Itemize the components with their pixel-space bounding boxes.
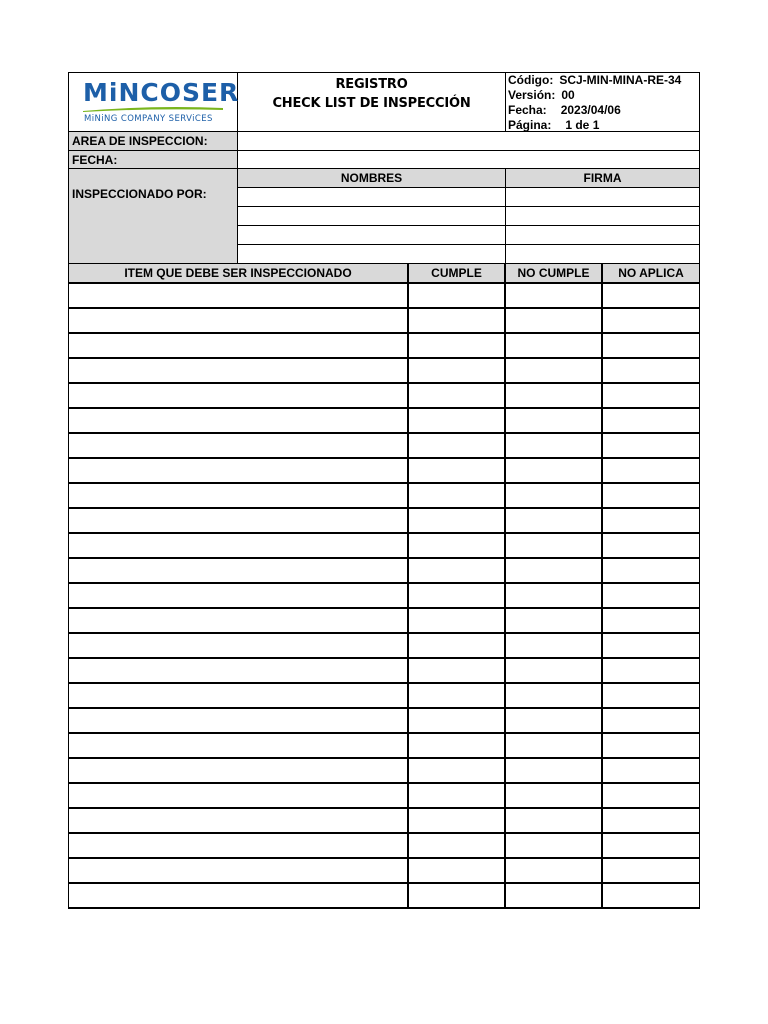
no-cumple-cell[interactable] — [506, 609, 603, 632]
table-row — [69, 384, 699, 409]
table-row — [69, 809, 699, 834]
fecha-label: FECHA: — [69, 151, 238, 169]
no-aplica-cell[interactable] — [603, 809, 699, 832]
no-cumple-cell[interactable] — [506, 284, 603, 307]
no-aplica-cell[interactable] — [603, 834, 699, 857]
cumple-cell[interactable] — [409, 684, 506, 707]
no-cumple-cell[interactable] — [506, 509, 603, 532]
checklist-table — [68, 264, 700, 909]
table-row — [69, 559, 699, 584]
item-cell[interactable] — [69, 734, 409, 757]
no-aplica-cell[interactable] — [603, 309, 699, 332]
form-title — [238, 73, 506, 131]
version-value: 00 — [561, 88, 575, 102]
table-row — [69, 584, 699, 609]
fecha-field[interactable] — [238, 151, 699, 169]
logo-brand-text: MiNCOSER — [83, 78, 240, 107]
cumple-cell[interactable] — [409, 784, 506, 807]
item-cell[interactable] — [69, 584, 409, 607]
table-row — [69, 659, 699, 684]
firma-field-2[interactable] — [506, 207, 699, 226]
document-meta — [506, 73, 699, 131]
cumple-cell[interactable] — [409, 484, 506, 507]
cumple-cell[interactable] — [409, 734, 506, 757]
cumple-cell[interactable] — [409, 759, 506, 782]
item-cell[interactable] — [69, 484, 409, 507]
no-aplica-cell[interactable] — [603, 884, 699, 907]
item-cell[interactable] — [69, 759, 409, 782]
col-item-header: ITEM QUE DEBE SER INSPECCIONADO — [69, 264, 409, 282]
no-aplica-cell[interactable] — [603, 359, 699, 382]
table-row — [69, 509, 699, 534]
cumple-cell[interactable] — [409, 309, 506, 332]
no-cumple-cell[interactable] — [506, 709, 603, 732]
item-cell[interactable] — [69, 359, 409, 382]
fecha-meta-label: Fecha: — [508, 103, 547, 117]
cumple-cell[interactable] — [409, 359, 506, 382]
no-cumple-cell[interactable] — [506, 734, 603, 757]
cumple-cell[interactable] — [409, 884, 506, 907]
table-row — [69, 834, 699, 859]
no-aplica-cell[interactable] — [603, 659, 699, 682]
item-cell[interactable] — [69, 834, 409, 857]
col-no-cumple-header: NO CUMPLE — [506, 264, 603, 282]
firma-field-4[interactable] — [506, 245, 699, 264]
cumple-cell[interactable] — [409, 559, 506, 582]
item-cell[interactable] — [69, 334, 409, 357]
cumple-cell[interactable] — [409, 859, 506, 882]
cumple-cell[interactable] — [409, 659, 506, 682]
table-row — [69, 859, 699, 884]
item-cell[interactable] — [69, 784, 409, 807]
no-cumple-cell[interactable] — [506, 584, 603, 607]
inspection-info — [68, 132, 700, 264]
no-cumple-cell[interactable] — [506, 334, 603, 357]
no-aplica-cell[interactable] — [603, 609, 699, 632]
logo-tagline: MiNiNG COMPANY SERViCES — [84, 114, 213, 124]
table-row — [69, 734, 699, 759]
nombre-field-4[interactable] — [238, 245, 506, 264]
no-aplica-cell[interactable] — [603, 484, 699, 507]
firma-field-3[interactable] — [506, 226, 699, 245]
no-aplica-cell[interactable] — [603, 434, 699, 457]
table-row — [69, 884, 699, 909]
no-cumple-cell[interactable] — [506, 884, 603, 907]
no-aplica-cell[interactable] — [603, 559, 699, 582]
no-aplica-cell[interactable] — [603, 784, 699, 807]
cumple-cell[interactable] — [409, 334, 506, 357]
no-cumple-cell[interactable] — [506, 309, 603, 332]
table-row — [69, 284, 699, 309]
no-aplica-cell[interactable] — [603, 509, 699, 532]
item-cell[interactable] — [69, 884, 409, 907]
no-cumple-cell[interactable] — [506, 359, 603, 382]
cumple-cell[interactable] — [409, 834, 506, 857]
meta-codigo — [508, 73, 699, 88]
item-cell[interactable] — [69, 609, 409, 632]
table-row — [69, 334, 699, 359]
table-row — [69, 759, 699, 784]
no-aplica-cell[interactable] — [603, 334, 699, 357]
no-cumple-cell[interactable] — [506, 684, 603, 707]
fecha-meta-value: 2023/04/06 — [560, 103, 621, 117]
version-label: Versión: — [508, 88, 556, 102]
item-cell[interactable] — [69, 309, 409, 332]
no-aplica-cell[interactable] — [603, 284, 699, 307]
nombre-field-1[interactable] — [238, 188, 506, 207]
cumple-cell[interactable] — [409, 609, 506, 632]
firma-field-1[interactable] — [506, 188, 699, 207]
item-cell[interactable] — [69, 634, 409, 657]
cumple-cell[interactable] — [409, 509, 506, 532]
nombres-header: NOMBRES — [238, 169, 506, 188]
table-row — [69, 459, 699, 484]
col-cumple-header: CUMPLE — [409, 264, 506, 282]
no-aplica-cell[interactable] — [603, 634, 699, 657]
title-checklist: CHECK LIST DE INSPECCIÓN — [272, 96, 471, 111]
item-cell[interactable] — [69, 559, 409, 582]
firma-header: FIRMA — [506, 169, 699, 188]
no-cumple-cell[interactable] — [506, 809, 603, 832]
no-cumple-cell[interactable] — [506, 559, 603, 582]
no-aplica-cell[interactable] — [603, 684, 699, 707]
inspeccionado-label: INSPECCIONADO POR: — [69, 169, 238, 264]
no-aplica-cell[interactable] — [603, 734, 699, 757]
cumple-cell[interactable] — [409, 584, 506, 607]
item-cell[interactable] — [69, 434, 409, 457]
table-row — [69, 709, 699, 734]
nombre-field-3[interactable] — [238, 226, 506, 245]
no-cumple-cell[interactable] — [506, 659, 603, 682]
company-logo — [69, 73, 238, 131]
item-cell[interactable] — [69, 709, 409, 732]
item-cell[interactable] — [69, 534, 409, 557]
no-cumple-cell[interactable] — [506, 784, 603, 807]
title-registro: REGISTRO — [335, 77, 408, 92]
codigo-value: SCJ-MIN-MINA-RE-34 — [559, 73, 682, 87]
item-cell[interactable] — [69, 384, 409, 407]
pagina-value: 1 de 1 — [565, 118, 600, 132]
no-cumple-cell[interactable] — [506, 634, 603, 657]
no-cumple-cell[interactable] — [506, 759, 603, 782]
no-aplica-cell[interactable] — [603, 859, 699, 882]
cumple-cell[interactable] — [409, 459, 506, 482]
pagina-label: Página: — [508, 118, 552, 132]
cumple-cell[interactable] — [409, 709, 506, 732]
area-label: AREA DE INSPECCION: — [69, 132, 238, 151]
no-aplica-cell[interactable] — [603, 409, 699, 432]
no-cumple-cell[interactable] — [506, 459, 603, 482]
cumple-cell[interactable] — [409, 634, 506, 657]
checklist-header-row — [69, 264, 699, 284]
no-aplica-cell[interactable] — [603, 759, 699, 782]
cumple-cell[interactable] — [409, 409, 506, 432]
item-cell[interactable] — [69, 809, 409, 832]
item-cell[interactable] — [69, 509, 409, 532]
no-cumple-cell[interactable] — [506, 484, 603, 507]
cumple-cell[interactable] — [409, 809, 506, 832]
codigo-label: Código: — [508, 73, 554, 87]
table-row — [69, 484, 699, 509]
nombre-field-2[interactable] — [238, 207, 506, 226]
table-row — [69, 409, 699, 434]
table-row — [69, 359, 699, 384]
logo-swoosh-icon — [83, 106, 223, 112]
table-row — [69, 784, 699, 809]
table-row — [69, 534, 699, 559]
meta-pagina — [508, 118, 699, 133]
no-aplica-cell[interactable] — [603, 584, 699, 607]
no-aplica-cell[interactable] — [603, 709, 699, 732]
meta-fecha — [508, 103, 699, 118]
no-cumple-cell[interactable] — [506, 834, 603, 857]
cumple-cell[interactable] — [409, 434, 506, 457]
table-row — [69, 309, 699, 334]
area-field[interactable] — [238, 132, 699, 151]
no-cumple-cell[interactable] — [506, 409, 603, 432]
col-no-aplica-header: NO APLICA — [618, 266, 684, 280]
item-cell[interactable] — [69, 859, 409, 882]
inspection-form — [68, 72, 700, 909]
no-aplica-cell[interactable] — [603, 534, 699, 557]
item-cell[interactable] — [69, 659, 409, 682]
item-cell[interactable] — [69, 284, 409, 307]
item-cell[interactable] — [69, 409, 409, 432]
form-header — [68, 72, 700, 132]
cumple-cell[interactable] — [409, 284, 506, 307]
meta-version — [508, 88, 699, 103]
table-row — [69, 684, 699, 709]
cumple-cell[interactable] — [409, 384, 506, 407]
no-cumple-cell[interactable] — [506, 859, 603, 882]
item-cell[interactable] — [69, 684, 409, 707]
table-row — [69, 434, 699, 459]
no-cumple-cell[interactable] — [506, 434, 603, 457]
cumple-cell[interactable] — [409, 534, 506, 557]
no-cumple-cell[interactable] — [506, 534, 603, 557]
no-aplica-cell[interactable] — [603, 384, 699, 407]
table-row — [69, 609, 699, 634]
no-aplica-cell[interactable] — [603, 459, 699, 482]
item-cell[interactable] — [69, 459, 409, 482]
table-row — [69, 634, 699, 659]
no-cumple-cell[interactable] — [506, 384, 603, 407]
